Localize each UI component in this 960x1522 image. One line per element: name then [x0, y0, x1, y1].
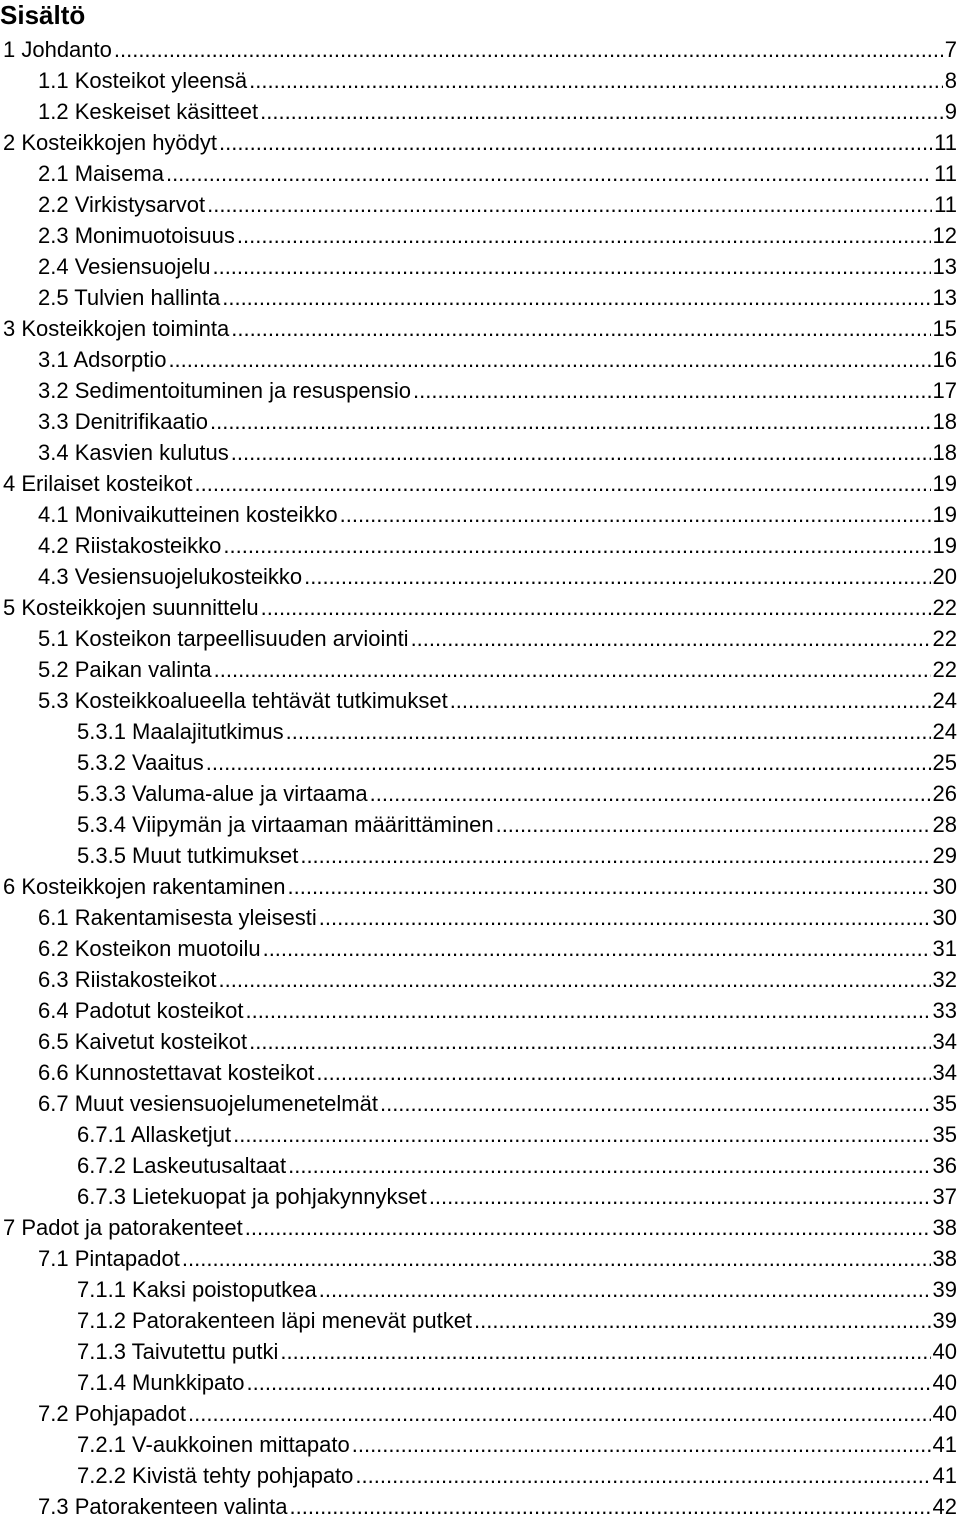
toc-entry[interactable]: [0, 1026, 960, 1057]
toc-entry-page-number: 33: [932, 998, 957, 1023]
dot-leader: [288, 871, 931, 902]
toc-entry-label: 4.2 Riistakosteikko: [38, 533, 222, 558]
toc-entry-label: 4.3 Vesiensuojelukosteikko: [38, 564, 303, 589]
toc-entry[interactable]: [0, 840, 960, 871]
toc-entry-label: 3.4 Kasvien kulutus: [38, 440, 229, 465]
toc-entry-label: 2.3 Monimuotoisuus: [38, 223, 235, 248]
toc-entry-label: 6.5 Kaivetut kosteikot: [38, 1029, 248, 1054]
toc-entry-label: 4 Erilaiset kosteikot: [3, 471, 193, 496]
toc-entry-page-number: 35: [932, 1122, 957, 1147]
toc-entry-page-number: 13: [932, 254, 957, 279]
toc-entry-label: 7 Padot ja patorakenteet: [3, 1215, 243, 1240]
toc-entry[interactable]: [0, 1429, 960, 1460]
toc-entry[interactable]: [0, 1181, 960, 1212]
toc-entry[interactable]: [0, 933, 960, 964]
toc-entry[interactable]: [0, 623, 960, 654]
dot-leader: [474, 1305, 930, 1336]
toc-entry[interactable]: [0, 685, 960, 716]
toc-entry-page-number: 38: [932, 1215, 957, 1240]
dot-leader: [261, 592, 931, 623]
dot-leader: [212, 251, 930, 282]
toc-entry[interactable]: [0, 1398, 960, 1429]
dot-leader: [206, 747, 931, 778]
toc-entry-page-number: 19: [932, 471, 957, 496]
toc-entry[interactable]: [0, 1367, 960, 1398]
dot-leader: [168, 344, 930, 375]
toc-entry-label: 5.3.5 Muut tutkimukset: [77, 843, 299, 868]
toc-entry[interactable]: [0, 251, 960, 282]
dot-leader: [319, 1274, 931, 1305]
dot-leader: [210, 406, 931, 437]
toc-entry-label: 5 Kosteikkojen suunnittelu: [3, 595, 259, 620]
toc-entry-label: 5.3.3 Valuma-alue ja virtaama: [77, 781, 368, 806]
dot-leader: [380, 1088, 931, 1119]
toc-entry[interactable]: [0, 530, 960, 561]
toc-entry[interactable]: [0, 437, 960, 468]
toc-entry[interactable]: [0, 34, 960, 65]
dot-leader: [411, 623, 931, 654]
toc-entry-page-number: 24: [932, 688, 957, 713]
toc-entry[interactable]: [0, 1491, 960, 1522]
toc-entry-label: 5.3.4 Viipymän ja virtaaman määrittäminen: [77, 812, 494, 837]
toc-entry-label: 4.1 Monivaikutteinen kosteikko: [38, 502, 338, 527]
toc-entry-label: 3 Kosteikkojen toiminta: [3, 316, 230, 341]
dot-leader: [223, 530, 930, 561]
toc-entry-label: 6 Kosteikkojen rakentaminen: [3, 874, 286, 899]
toc-entry-label: 3.1 Adsorptio: [38, 347, 167, 372]
dot-leader: [231, 437, 931, 468]
dot-leader: [219, 964, 931, 995]
toc-entry-label: 2.5 Tulvien hallinta: [38, 285, 221, 310]
toc-entry[interactable]: [0, 1336, 960, 1367]
toc-entry[interactable]: [0, 778, 960, 809]
toc-entry-label: 2.4 Vesiensuojelu: [38, 254, 211, 279]
toc-entry-page-number: 16: [932, 347, 957, 372]
toc-entry-page-number: 39: [932, 1308, 957, 1333]
toc-entry-label: 5.3.1 Maalajitutkimus: [77, 719, 284, 744]
toc-entry-label: 1.1 Kosteikot yleensä: [38, 68, 248, 93]
toc-entry-label: 2.2 Virkistysarvot: [38, 192, 206, 217]
toc-entry-label: 6.2 Kosteikon muotoilu: [38, 936, 261, 961]
toc-entry-label: 6.3 Riistakosteikot: [38, 967, 217, 992]
dot-leader: [247, 1367, 931, 1398]
toc-entry-label: 5.2 Paikan valinta: [38, 657, 212, 682]
toc-entry[interactable]: [0, 96, 960, 127]
toc-entry[interactable]: [0, 344, 960, 375]
toc-entry[interactable]: [0, 964, 960, 995]
dot-leader: [219, 127, 932, 158]
toc-entry-label: 7.1.2 Patorakenteen läpi menevät putket: [77, 1308, 473, 1333]
toc-entry-label: 6.7 Muut vesiensuojelumenetelmät: [38, 1091, 378, 1116]
toc-entry-page-number: 19: [932, 502, 957, 527]
toc-entry[interactable]: [0, 468, 960, 499]
toc-entry[interactable]: [0, 220, 960, 251]
dot-leader: [429, 1181, 931, 1212]
dot-leader: [370, 778, 931, 809]
toc-entry-label: 1.2 Keskeiset käsitteet: [38, 99, 259, 124]
toc-entry-label: 2 Kosteikkojen hyödyt: [3, 130, 218, 155]
dot-leader: [249, 65, 943, 96]
dot-leader: [263, 933, 931, 964]
toc-entry-label: 6.4 Padotut kosteikot: [38, 998, 244, 1023]
toc-entry-label: 7.1 Pintapadot: [38, 1246, 180, 1271]
toc-entry[interactable]: [0, 1119, 960, 1150]
toc-entry-label: 1 Johdanto: [3, 37, 112, 62]
toc-entry[interactable]: [0, 902, 960, 933]
toc-entry-page-number: 18: [932, 409, 957, 434]
toc-entry[interactable]: [0, 406, 960, 437]
dot-leader: [280, 1336, 930, 1367]
dot-leader: [319, 902, 931, 933]
toc-entry-page-number: 7: [944, 37, 957, 62]
toc-entry-page-number: 9: [944, 99, 957, 124]
dot-leader: [222, 282, 930, 313]
toc-entry[interactable]: [0, 561, 960, 592]
toc-entry[interactable]: [0, 747, 960, 778]
toc-entry-label: 6.7.2 Laskeutusaltaat: [77, 1153, 287, 1178]
toc-entry[interactable]: [0, 871, 960, 902]
toc-entry-page-number: 22: [932, 626, 957, 651]
toc-entry[interactable]: [0, 1088, 960, 1119]
dot-leader: [450, 685, 931, 716]
toc-entry-page-number: 30: [932, 874, 957, 899]
toc-entry[interactable]: [0, 995, 960, 1026]
dot-leader: [237, 220, 931, 251]
toc-entry-page-number: 30: [932, 905, 957, 930]
toc-entry-label: 6.7.1 Allasketjut: [77, 1122, 232, 1147]
toc-entry[interactable]: [0, 592, 960, 623]
dot-leader: [496, 809, 931, 840]
table-of-contents: [0, 34, 960, 1522]
toc-entry-page-number: 26: [932, 781, 957, 806]
toc-entry[interactable]: [0, 809, 960, 840]
toc-entry[interactable]: [0, 654, 960, 685]
toc-entry-label: 7.2.2 Kivistä tehty pohjapato: [77, 1463, 354, 1488]
dot-leader: [290, 1491, 931, 1522]
dot-leader: [260, 96, 943, 127]
toc-entry[interactable]: [0, 1212, 960, 1243]
toc-entry[interactable]: [0, 375, 960, 406]
toc-entry-label: 3.2 Sedimentoituminen ja resuspensio: [38, 378, 412, 403]
toc-entry-page-number: 11: [934, 192, 957, 217]
toc-entry-page-number: 12: [932, 223, 957, 248]
dot-leader: [245, 995, 930, 1026]
dot-leader: [352, 1429, 931, 1460]
toc-entry-page-number: 15: [932, 316, 957, 341]
dot-leader: [340, 499, 931, 530]
toc-entry-label: 3.3 Denitrifikaatio: [38, 409, 208, 434]
toc-entry[interactable]: [0, 1274, 960, 1305]
toc-entry[interactable]: [0, 1305, 960, 1336]
toc-entry[interactable]: [0, 499, 960, 530]
toc-entry-page-number: 19: [932, 533, 957, 558]
toc-entry-page-number: 41: [932, 1432, 957, 1457]
toc-entry[interactable]: [0, 1150, 960, 1181]
toc-entry-page-number: 13: [932, 285, 957, 310]
toc-entry-page-number: 34: [932, 1060, 957, 1085]
toc-entry[interactable]: [0, 65, 960, 96]
toc-entry-page-number: 28: [932, 812, 957, 837]
toc-entry-page-number: 11: [934, 130, 957, 155]
toc-entry-page-number: 8: [944, 68, 957, 93]
toc-entry-page-number: 25: [932, 750, 957, 775]
dot-leader: [249, 1026, 930, 1057]
toc-entry-label: 7.2 Pohjapadot: [38, 1401, 187, 1426]
toc-entry-page-number: 41: [932, 1463, 957, 1488]
toc-entry[interactable]: [0, 189, 960, 220]
toc-entry-page-number: 18: [932, 440, 957, 465]
toc-entry-page-number: 37: [932, 1184, 957, 1209]
toc-title: Sisältö: [0, 0, 86, 30]
toc-entry[interactable]: [0, 1057, 960, 1088]
toc-entry-label: 6.1 Rakentamisesta yleisesti: [38, 905, 317, 930]
toc-entry-label: 7.1.1 Kaksi poistoputkea: [77, 1277, 317, 1302]
toc-entry-label: 7.3 Patorakenteen valinta: [38, 1494, 288, 1519]
toc-entry-page-number: 29: [932, 843, 957, 868]
toc-entry-page-number: 24: [932, 719, 957, 744]
dot-leader: [188, 1398, 930, 1429]
toc-entry-page-number: 42: [932, 1494, 957, 1519]
toc-entry[interactable]: [0, 313, 960, 344]
toc-entry[interactable]: [0, 1460, 960, 1491]
dot-leader: [231, 313, 930, 344]
toc-entry-page-number: 32: [932, 967, 957, 992]
toc-entry-label: 6.6 Kunnostettavat kosteikot: [38, 1060, 315, 1085]
dot-leader: [288, 1150, 930, 1181]
toc-entry-page-number: 20: [932, 564, 957, 589]
toc-entry[interactable]: [0, 1243, 960, 1274]
toc-entry-label: 7.1.4 Munkkipato: [77, 1370, 245, 1395]
toc-entry-page-number: 40: [932, 1370, 957, 1395]
toc-entry-page-number: 22: [932, 657, 957, 682]
dot-leader: [166, 158, 932, 189]
toc-entry-label: 5.3 Kosteikkoalueella tehtävät tutkimukset: [38, 688, 448, 713]
toc-entry[interactable]: [0, 158, 960, 189]
dot-leader: [214, 654, 931, 685]
dot-leader: [300, 840, 930, 871]
toc-entry-page-number: 34: [932, 1029, 957, 1054]
toc-entry-label: 5.1 Kosteikon tarpeellisuuden arviointi: [38, 626, 409, 651]
dot-leader: [245, 1212, 931, 1243]
dot-leader: [355, 1460, 930, 1491]
dot-leader: [413, 375, 931, 406]
toc-entry-label: 2.1 Maisema: [38, 161, 164, 186]
toc-entry-label: 7.2.1 V-aukkoinen mittapato: [77, 1432, 350, 1457]
toc-entry-page-number: 40: [932, 1339, 957, 1364]
toc-entry-label: 7.1.3 Taivutettu putki: [77, 1339, 279, 1364]
toc-entry[interactable]: [0, 282, 960, 313]
dot-leader: [195, 468, 931, 499]
toc-entry[interactable]: [0, 716, 960, 747]
dot-leader: [207, 189, 932, 220]
toc-entry-label: 5.3.2 Vaaitus: [77, 750, 204, 775]
toc-entry[interactable]: [0, 127, 960, 158]
toc-entry-page-number: 35: [932, 1091, 957, 1116]
dot-leader: [316, 1057, 930, 1088]
toc-entry-page-number: 36: [932, 1153, 957, 1178]
toc-entry-page-number: 39: [932, 1277, 957, 1302]
toc-entry-page-number: 22: [932, 595, 957, 620]
dot-leader: [286, 716, 931, 747]
dot-leader: [233, 1119, 930, 1150]
dot-leader: [114, 34, 943, 65]
toc-entry-page-number: 31: [932, 936, 957, 961]
toc-entry-page-number: 11: [934, 161, 957, 186]
dot-leader: [182, 1243, 931, 1274]
toc-entry-page-number: 40: [932, 1401, 957, 1426]
toc-entry-label: 6.7.3 Lietekuopat ja pohjakynnykset: [77, 1184, 427, 1209]
toc-entry-page-number: 17: [932, 378, 957, 403]
toc-entry-page-number: 38: [932, 1246, 957, 1271]
dot-leader: [304, 561, 930, 592]
